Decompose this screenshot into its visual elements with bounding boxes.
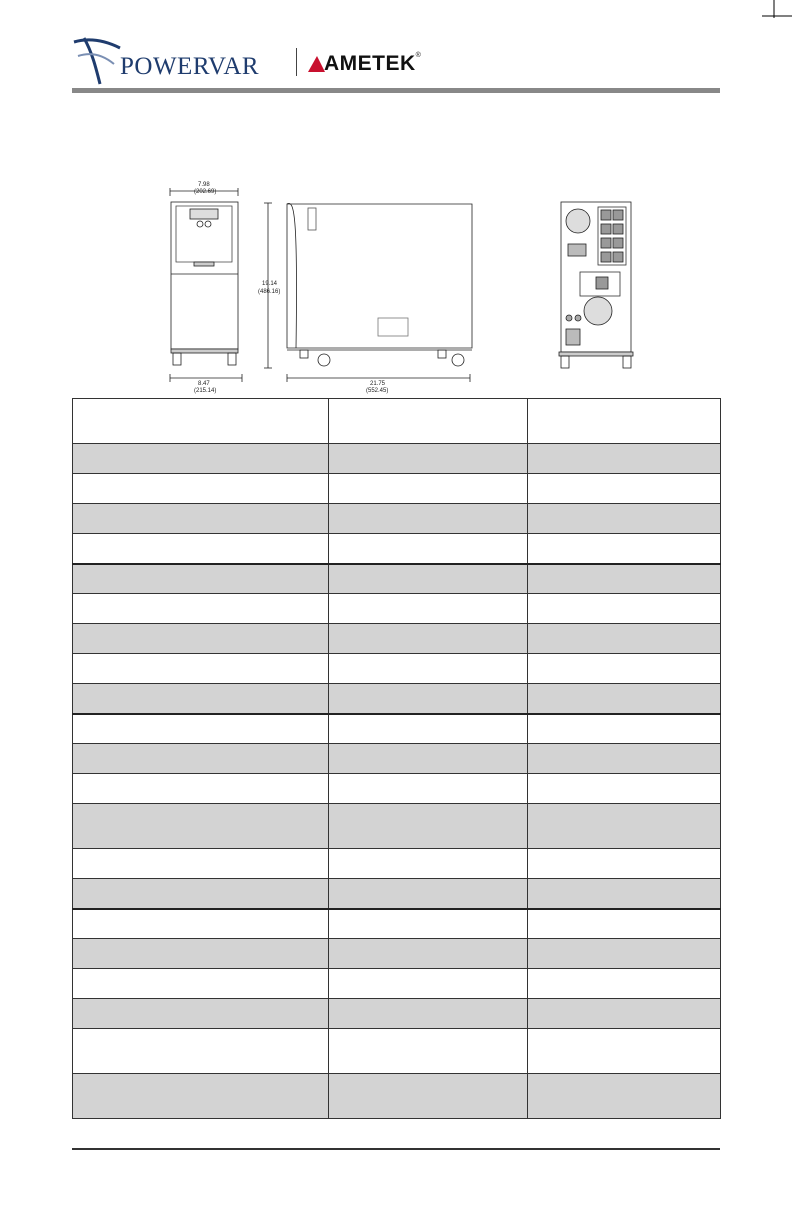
table-cell [329, 1029, 528, 1074]
table-row [73, 684, 721, 714]
table-cell [73, 939, 329, 969]
table-cell [329, 714, 528, 744]
front-width-in: 7.98 [198, 182, 210, 188]
table-cell [73, 849, 329, 879]
table-cell [329, 474, 528, 504]
table-cell [528, 504, 721, 534]
specification-table [72, 398, 721, 1119]
table-cell [73, 744, 329, 774]
table-row [73, 879, 721, 909]
table-cell [528, 909, 721, 939]
depth-mm: (552.45) [366, 388, 389, 394]
table-row [73, 744, 721, 774]
table-row [73, 714, 721, 744]
table-cell [73, 654, 329, 684]
table-row [73, 399, 721, 444]
table-row [73, 534, 721, 564]
table-cell [528, 744, 721, 774]
table-cell [329, 504, 528, 534]
table-cell [73, 534, 329, 564]
table-row [73, 444, 721, 474]
table-cell [329, 564, 528, 594]
table-cell [73, 399, 329, 444]
table-cell [73, 594, 329, 624]
table-row [73, 939, 721, 969]
table-cell [528, 999, 721, 1029]
table-cell [329, 1074, 528, 1119]
table-cell [528, 774, 721, 804]
table-row [73, 969, 721, 999]
table-row [73, 909, 721, 939]
table-cell [528, 714, 721, 744]
table-cell [528, 534, 721, 564]
table-cell [73, 444, 329, 474]
table-cell [329, 444, 528, 474]
table-row [73, 804, 721, 849]
table-row [73, 564, 721, 594]
table-cell [528, 684, 721, 714]
front-view [170, 188, 242, 382]
table-cell [329, 534, 528, 564]
table-row [73, 1029, 721, 1074]
table-cell [73, 504, 329, 534]
table-cell [528, 1074, 721, 1119]
table-cell [329, 969, 528, 999]
table-cell [528, 879, 721, 909]
depth-in: 21.75 [370, 381, 386, 387]
table-cell [329, 624, 528, 654]
table-row [73, 654, 721, 684]
table-cell [329, 909, 528, 939]
side-view [264, 203, 472, 382]
table-cell [329, 999, 528, 1029]
table-cell [73, 774, 329, 804]
table-cell [73, 564, 329, 594]
ametek-label: AMETEK [324, 52, 416, 75]
table-cell [528, 564, 721, 594]
table-cell [528, 849, 721, 879]
table-cell [528, 1029, 721, 1074]
table-row [73, 774, 721, 804]
table-cell [329, 684, 528, 714]
table-cell [528, 444, 721, 474]
table-row [73, 594, 721, 624]
table-row [73, 504, 721, 534]
specification-table-body [73, 399, 721, 1119]
table-row [73, 1074, 721, 1119]
table-cell [329, 879, 528, 909]
table-cell [528, 474, 721, 504]
height-in: 19.14 [262, 281, 278, 287]
base-width-mm: (215.14) [194, 388, 217, 394]
table-cell [329, 774, 528, 804]
registered-mark: ® [415, 52, 422, 59]
table-cell [73, 684, 329, 714]
table-row [73, 474, 721, 504]
table-cell [73, 999, 329, 1029]
table-row [73, 999, 721, 1029]
table-cell [528, 654, 721, 684]
table-cell [329, 399, 528, 444]
table-row [73, 624, 721, 654]
table-cell [528, 939, 721, 969]
footer-rule [72, 1148, 720, 1150]
table-cell [73, 804, 329, 849]
table-cell [73, 1029, 329, 1074]
table-cell [528, 804, 721, 849]
table-cell [329, 594, 528, 624]
table-cell [528, 624, 721, 654]
table-cell [528, 399, 721, 444]
table-cell [329, 849, 528, 879]
rear-view [559, 202, 633, 368]
table-cell [329, 804, 528, 849]
table-row [73, 849, 721, 879]
table-cell [73, 624, 329, 654]
table-cell [528, 594, 721, 624]
table-cell [73, 969, 329, 999]
table-cell [73, 909, 329, 939]
height-mm: (486.16) [258, 289, 281, 295]
table-cell [73, 879, 329, 909]
table-cell [73, 714, 329, 744]
front-width-mm: (202.69) [194, 189, 217, 195]
base-width-in: 8.47 [198, 381, 210, 387]
table-cell [329, 744, 528, 774]
powervar-wordmark: POWERVAR [120, 53, 260, 80]
table-cell [329, 654, 528, 684]
unit-dimension-drawing [0, 0, 792, 400]
table-cell [73, 474, 329, 504]
table-cell [329, 939, 528, 969]
table-cell [528, 969, 721, 999]
table-cell [73, 1074, 329, 1119]
